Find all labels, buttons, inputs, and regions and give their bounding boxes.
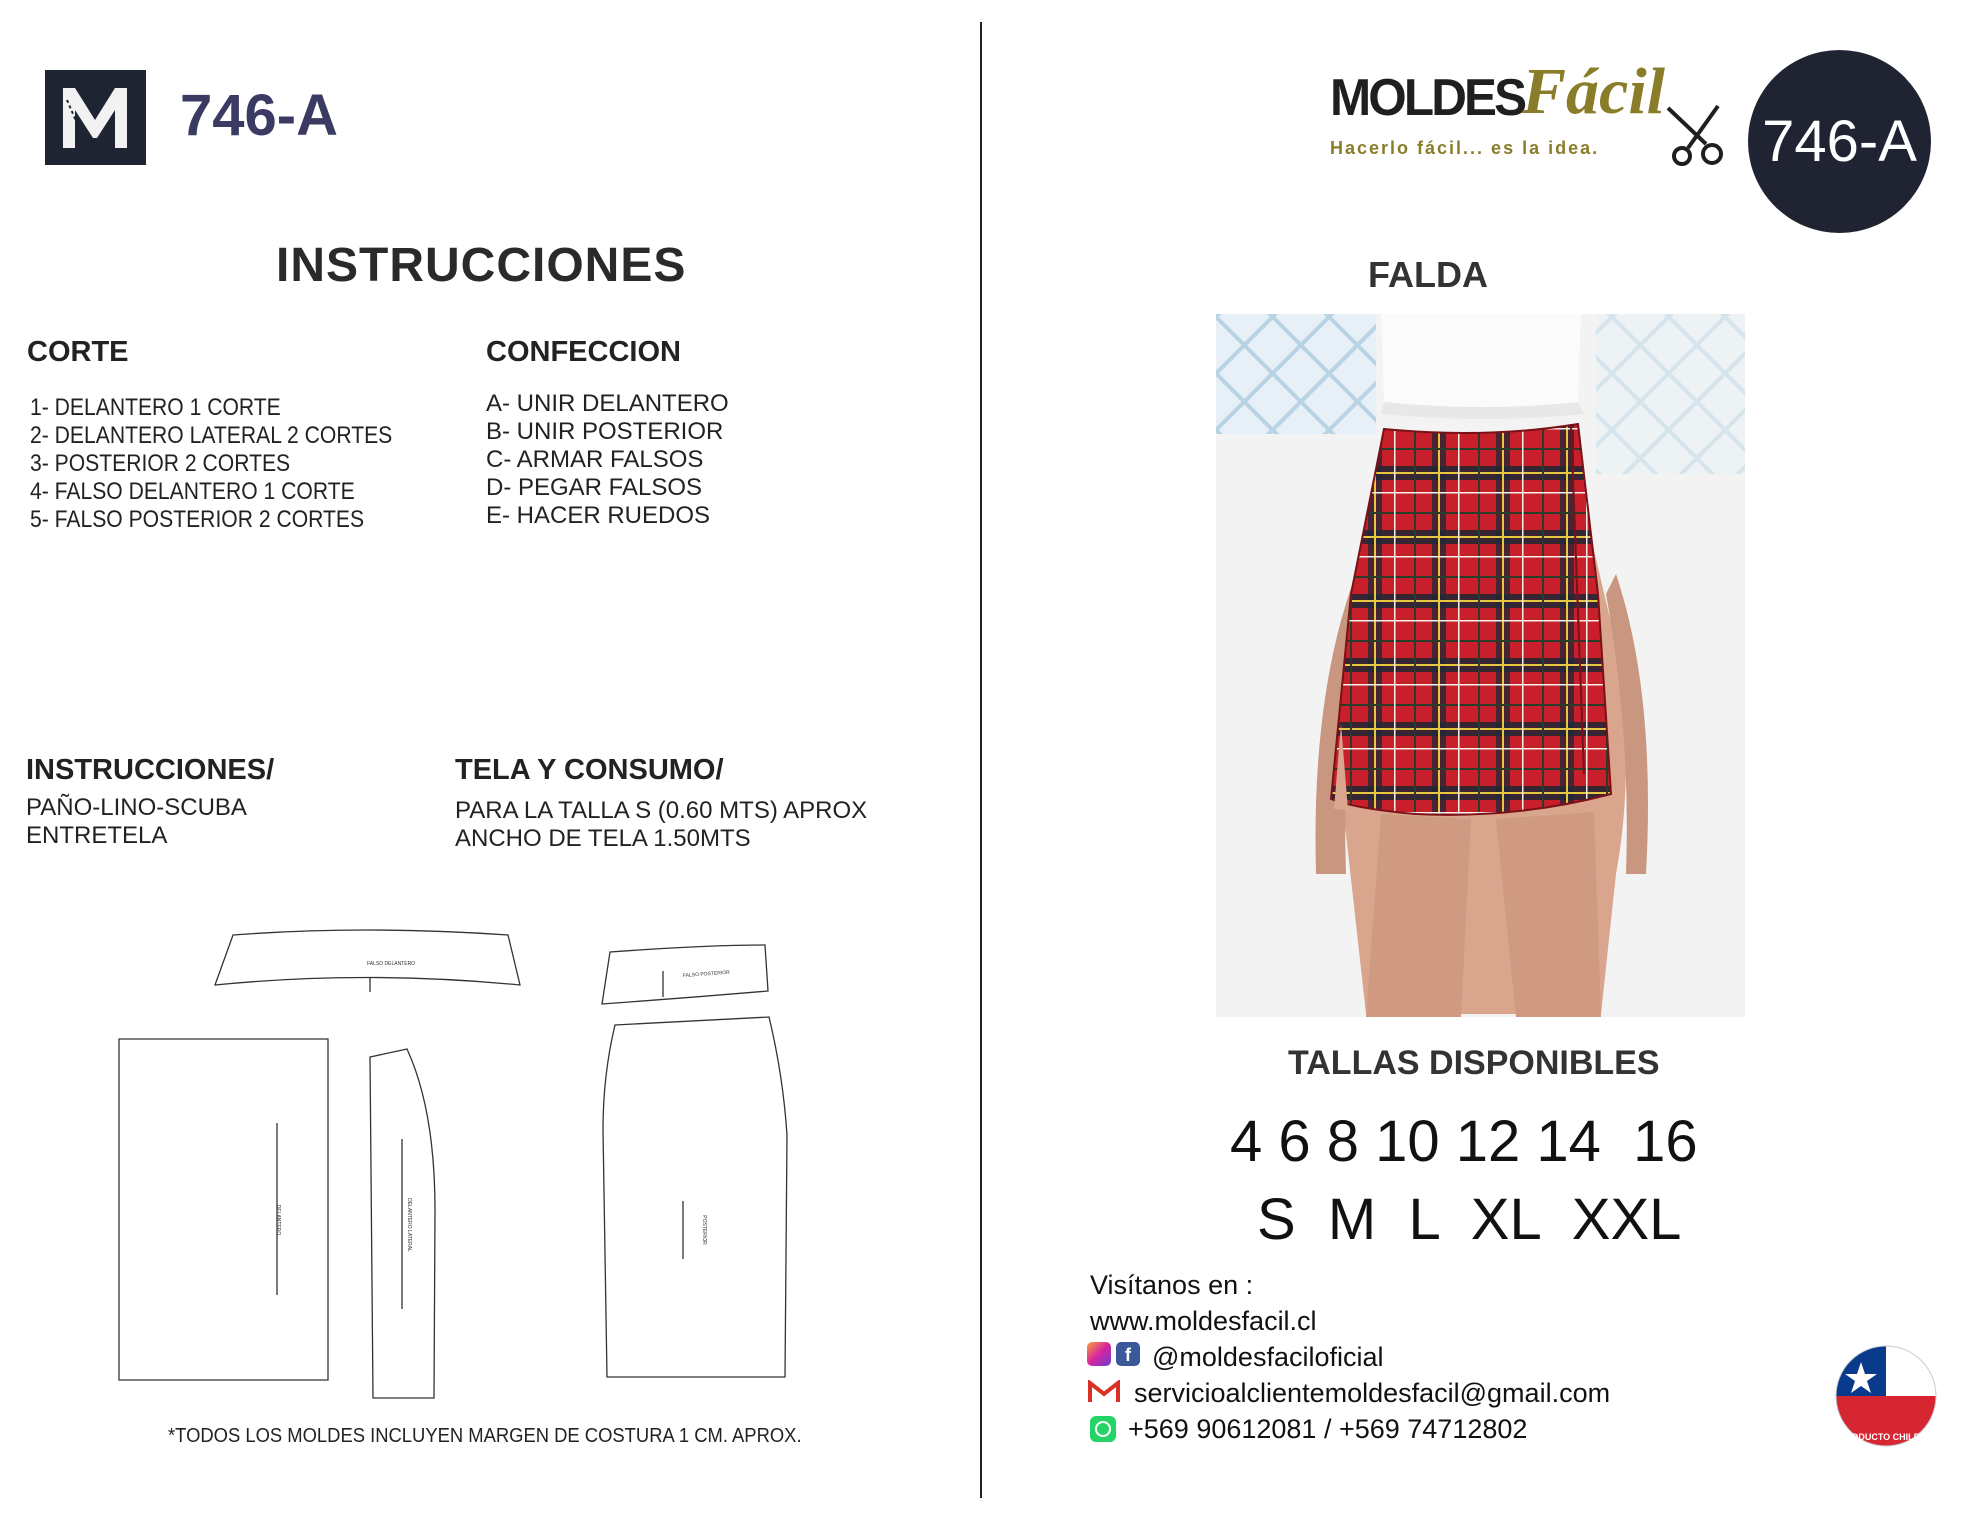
materials-line-1: PAÑO-LINO-SCUBA [26,794,247,821]
email-address[interactable]: servicioalclientemoldesfacil@gmail.com [1134,1378,1611,1408]
brand-wordmark-facil: Fácil [1522,55,1665,128]
pattern-code-badge: 746-A [1748,50,1931,233]
scissors-icon [1662,100,1724,168]
list-item: C- ARMAR FALSOS [486,446,704,473]
list-item: 1- DELANTERO 1 CORTE [30,394,281,421]
confeccion-list [486,390,729,530]
list-item: B- UNIR POSTERIOR [486,418,724,445]
facebook-icon[interactable]: f [1116,1342,1140,1366]
label-falso-delantero: FALSO DELANTERO [367,961,416,967]
sizes-letters: S M L XL XXL [1257,1187,1682,1252]
falso-delantero-piece [215,930,520,985]
phone-numbers[interactable]: +569 90612081 / +569 74712802 [1128,1414,1528,1444]
label-falso-posterior: FALSO POSTERIOR [682,969,730,979]
social-handle[interactable]: @moldesfaciloficial [1152,1342,1384,1372]
materials-line-2: ENTRETELA [26,822,168,849]
gmail-icon[interactable] [1088,1380,1120,1404]
instructions-title: INSTRUCCIONES [276,239,687,292]
brand-logo-m [45,70,146,165]
brand-tagline: Hacerlo fácil... es la idea. [1330,138,1600,158]
list-item: 4- FALSO DELANTERO 1 CORTE [30,478,355,505]
sizes-numeric: 4 6 8 10 12 14 16 [1230,1109,1698,1174]
product-name: FALDA [1368,254,1488,295]
fabric-heading: TELA Y CONSUMO/ [455,754,724,786]
sizes-title: TALLAS DISPONIBLES [1288,1044,1660,1082]
list-item: 2- DELANTERO LATERAL 2 CORTES [30,422,393,449]
label-posterior: POSTERIOR [701,1215,707,1245]
label-delantero: DELANTERO [275,1204,281,1236]
confeccion-heading: CONFECCION [486,336,681,368]
list-item: A- UNIR DELANTERO [486,390,729,417]
whatsapp-icon[interactable] [1090,1416,1116,1442]
brand-wordmark: MOLDES [1330,69,1525,127]
product-photo [1216,314,1745,1017]
corte-heading: CORTE [27,336,129,368]
chile-product-seal-icon [1834,1344,1938,1448]
corte-list [30,394,442,534]
instagram-icon[interactable] [1087,1342,1111,1371]
fabric-line-2: ANCHO DE TELA 1.50MTS [455,825,751,852]
label-delantero-lateral: DELANTERO LATERAL [406,1198,412,1252]
seam-allowance-note: *TODOS LOS MOLDES INCLUYEN MARGEN DE COSTURA 1 CM. APROX. [168,1425,802,1447]
list-item: D- PEGAR FALSOS [486,474,703,501]
list-item: 3- POSTERIOR 2 CORTES [30,450,291,477]
materials-heading: INSTRUCCIONES/ [26,754,275,786]
website-link[interactable]: www.moldesfacil.cl [1090,1306,1317,1336]
pattern-pieces-diagram [105,925,795,1405]
pattern-code: 746-A [180,83,338,148]
page-divider [980,22,982,1498]
posterior-piece [603,1017,787,1377]
seal-text: PRODUCTO CHILENO [1838,1432,1934,1442]
list-item: 5- FALSO POSTERIOR 2 CORTES [30,506,365,533]
contact-visit-label: Visítanos en : [1090,1270,1254,1300]
list-item: E- HACER RUEDOS [486,502,711,529]
fabric-line-1: PARA LA TALLA S (0.60 MTS) APROX [455,797,868,824]
delantero-piece [119,1039,328,1380]
